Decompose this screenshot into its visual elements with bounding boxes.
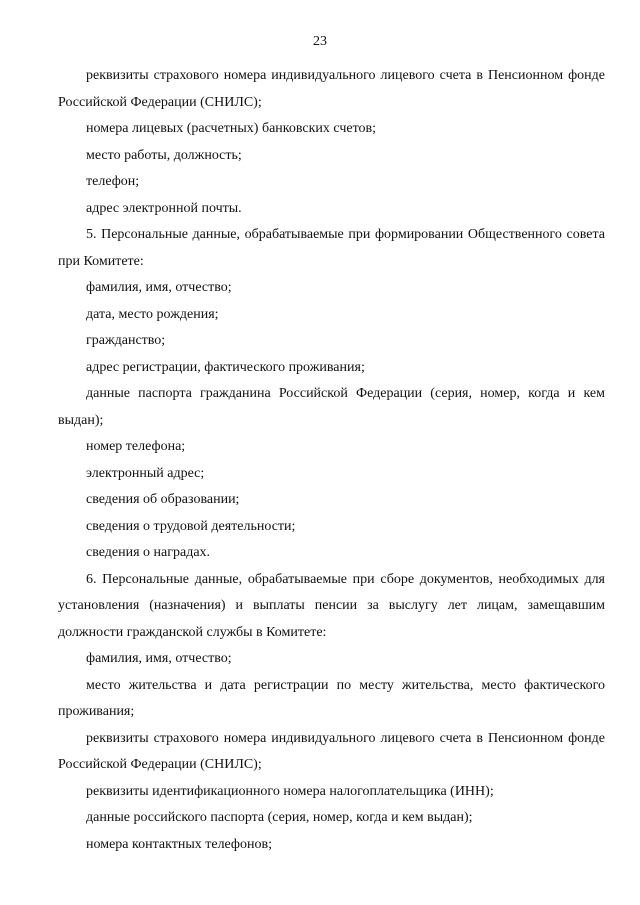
list-item-bank-accounts: номера лицевых (расчетных) банковских счетов;	[86, 121, 377, 136]
list-item-workplace: место работы, должность;	[86, 147, 242, 163]
list-item-email: адрес электронной почты.	[86, 200, 242, 216]
list-item-address: адрес регистрации, фактического проживания;	[86, 359, 365, 375]
list-item-passport: данные паспорта гражданина Российской Федерации (серия, номер, когда и кем выдан);	[58, 386, 605, 428]
list-item-contact-phones: номера контактных телефонов;	[86, 836, 272, 852]
document-body	[58, 63, 605, 858]
list-item-electronic-address: электронный адрес;	[86, 465, 205, 481]
list-item-birth: дата, место рождения;	[86, 306, 219, 322]
list-item-citizenship: гражданство;	[86, 333, 166, 348]
list-item-snils-6: реквизиты страхового номера индивидуального лицевого счета в Пенсионном фонде Российской Федерации (СНИЛС);	[58, 730, 605, 772]
list-item-full-name-6: фамилия, имя, отчество;	[86, 651, 232, 666]
list-item-phone: телефон;	[86, 174, 140, 189]
list-item-residence: место жительства и дата регистрации по месту жительства, место фактического проживания;	[58, 677, 605, 719]
list-item-phone-number: номер телефона;	[86, 439, 186, 454]
section-5-heading: 5. Персональные данные, обрабатываемые при формировании Общественного совета при Комитете:	[58, 227, 605, 269]
list-item-awards: сведения о наградах.	[86, 545, 211, 560]
list-item-full-name: фамилия, имя, отчество;	[86, 280, 232, 295]
page-number: 23	[313, 34, 327, 49]
list-item-russian-passport: данные российского паспорта (серия, номер, когда и кем выдан);	[86, 810, 473, 825]
section-6-heading: 6. Персональные данные, обрабатываемые при сборе документов, необходимых для установления (назначения) и выплаты пенсии за выслугу лет лицам, замещавшим должности гражданской службы в Комитете:	[58, 571, 605, 640]
list-item-inn: реквизиты идентификационного номера налогоплательщика (ИНН);	[86, 783, 494, 799]
list-item-employment: сведения о трудовой деятельности;	[86, 518, 296, 534]
list-item-education: сведения об образовании;	[86, 492, 240, 507]
list-item-snils: реквизиты страхового номера индивидуального лицевого счета в Пенсионном фонде Российской Федерации (СНИЛС);	[58, 68, 605, 110]
